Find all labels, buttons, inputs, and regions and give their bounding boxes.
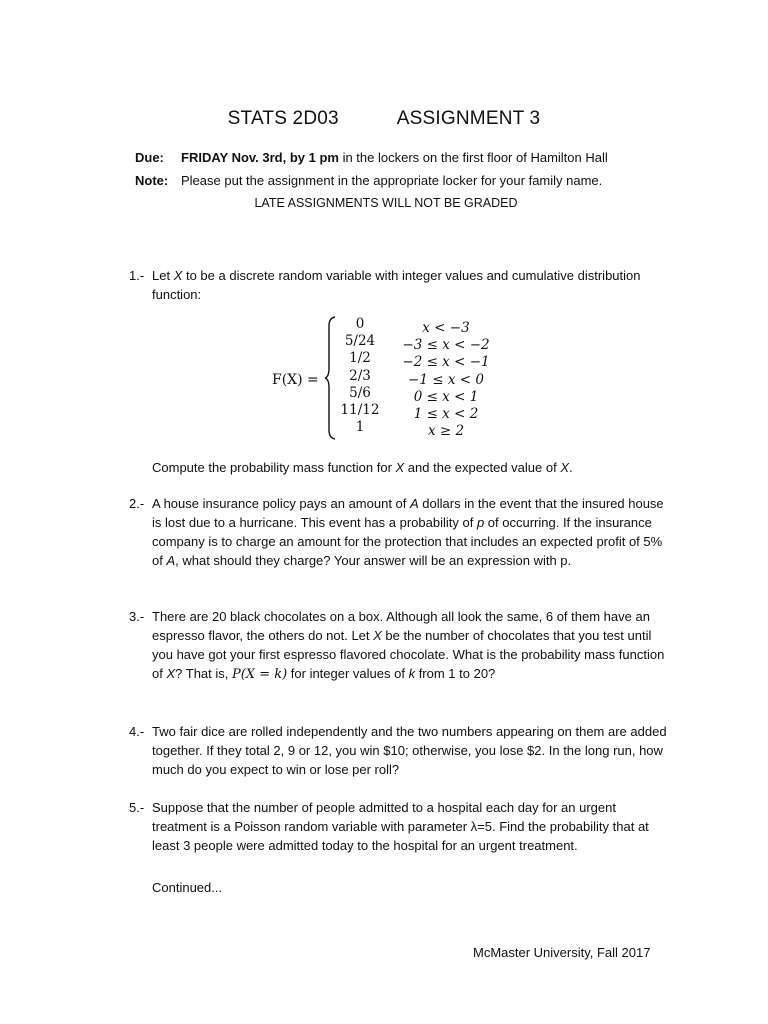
variable: X	[166, 666, 176, 681]
variable: X	[560, 460, 569, 475]
text-segment: .	[568, 460, 573, 475]
question-text	[152, 266, 669, 304]
due-label: Due:	[135, 150, 164, 165]
continued-note	[129, 878, 669, 897]
text-segment: Compute the probability mass function for	[152, 460, 396, 475]
question-3	[129, 607, 669, 684]
text-segment: , what should they charge? Your answer will be an expression with p.	[175, 553, 572, 568]
text-segment: There are 20 black chocolates on a box. Although all look the same, 6 of them have an espresso flavor, the others do not. Let	[152, 609, 650, 643]
cdf-condition: −2 ≤ x < −1	[402, 354, 490, 371]
cdf-value: 2/3	[349, 367, 371, 384]
course-code: STATS 2D03	[227, 108, 339, 129]
cdf-value: 11/12	[340, 402, 380, 419]
variable: X	[395, 460, 405, 475]
due-location: in the lockers on the first floor of Hamilton Hall	[338, 150, 608, 165]
variable: p	[476, 515, 485, 530]
question-5	[129, 798, 669, 855]
question-number: 4.-	[129, 724, 145, 739]
cdf-condition: −3 ≤ x < −2	[402, 337, 490, 354]
question-number: 1.-	[129, 268, 145, 283]
text-segment: be the number of chocolates that you test until you have got your first espresso flavored chocolate. What is the probability mass function of	[152, 628, 665, 681]
cdf-value: 1/2	[349, 350, 371, 367]
question-1-followup	[129, 458, 669, 477]
note-text: Please put the assignment in the appropriate locker for your family name.	[181, 173, 603, 188]
continued-text: Continued...	[152, 880, 223, 895]
text-segment: from 1 to 20?	[415, 666, 496, 681]
footer: McMaster University, Fall 2017	[473, 945, 651, 960]
text-segment: Let	[152, 268, 174, 283]
text-segment: A house insurance policy pays an amount of	[152, 496, 410, 511]
question-number: 3.-	[129, 609, 145, 624]
cdf-value: 5/24	[344, 333, 376, 350]
question-text	[152, 458, 669, 477]
cdf-value: 5/6	[349, 384, 371, 401]
cdf-equation	[272, 314, 532, 444]
text-segment: dollars in the event that the insured house is lost due to a hurricane. This event has a probability of	[152, 496, 664, 530]
left-brace-icon	[324, 316, 336, 440]
late-warning: LATE ASSIGNMENTS WILL NOT BE GRADED	[254, 196, 518, 210]
cdf-condition: 0 ≤ x < 1	[413, 388, 479, 405]
document-title	[0, 108, 768, 130]
variable: X	[173, 268, 183, 283]
cdf-condition: 1 ≤ x < 2	[413, 406, 479, 423]
variable: X	[373, 628, 382, 643]
cdf-value: 0	[355, 316, 365, 332]
text-segment: ? That is,	[175, 666, 232, 681]
text-segment: and the expected value of	[404, 460, 561, 475]
question-number: 5.-	[129, 800, 145, 815]
cdf-value: 1	[355, 419, 365, 436]
question-1	[129, 266, 669, 304]
text-segment: of occurring. If the insurance company is to charge an amount for the protection that includes an expected profit of 5% of	[152, 515, 663, 568]
due-line	[135, 150, 608, 165]
text-segment: to be a discrete random variable with integer values and cumulative distribution function:	[152, 268, 641, 302]
question-2	[129, 494, 669, 570]
cdf-condition: x < −3	[422, 320, 470, 336]
note-line	[135, 173, 602, 188]
cdf-values	[336, 316, 384, 436]
question-text: Suppose that the number of people admitted to a hospital each day for an urgent treatment is a Poisson random variable with parameter λ=5. Find the probability that at least 3 people were admitted today to the hospital for an urgent treatment.	[152, 800, 649, 853]
variable: A	[166, 553, 176, 568]
text-segment: for integer values of	[287, 666, 409, 681]
variable: k	[408, 666, 416, 681]
cdf-conditions	[396, 320, 496, 440]
cdf-condition: −1 ≤ x < 0	[408, 371, 484, 388]
due-date: FRIDAY Nov. 3rd, by 1 pm	[181, 150, 339, 165]
question-number: 2.-	[129, 496, 145, 511]
assignment-number: ASSIGNMENT 3	[396, 108, 541, 129]
question-4	[129, 722, 669, 779]
cdf-condition: x ≥ 2	[427, 423, 465, 440]
variable: A	[410, 496, 419, 511]
math-expression: P(X = k)	[231, 667, 288, 682]
question-text: Two fair dice are rolled independently and the two numbers appearing on them are added together. If they total 2, 9 or 12, you win $10; otherwise, you lose $2. In the long run, how much do you expect to win or lose per roll?	[152, 724, 667, 777]
question-text	[152, 607, 669, 684]
cdf-lhs: F(X) =	[272, 372, 319, 388]
question-text	[152, 494, 669, 570]
note-label: Note:	[135, 173, 169, 188]
